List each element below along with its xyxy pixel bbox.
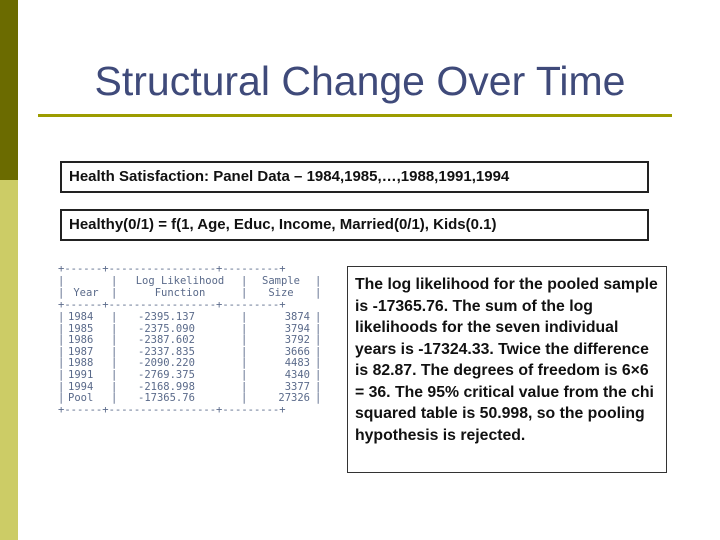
table-divider: |	[315, 334, 322, 347]
header-log-likelihood: Log Likelihood	[135, 275, 225, 287]
cell-year: 1985	[68, 322, 94, 335]
table-divider: |	[58, 357, 65, 370]
table-divider: |	[111, 380, 118, 393]
table-divider: |	[241, 392, 248, 405]
cell-sample-size: 3792	[284, 334, 310, 347]
table-divider: |	[111, 357, 118, 370]
explanation-text: The log likelihood for the pooled sample is -17365.76. The sum of the log likelihoods for the seven individual years is -17324.33. Twice the difference is 82.87. The degrees of freedom is 6×6 = 36. The 95% critical value from the chi squared table is 50.998, so the pooling hypothesis is rejected.	[347, 266, 667, 473]
table-header-row-2: | Year | Function | Size |	[58, 287, 322, 299]
cell-log-likelihood: -2090.220	[138, 357, 195, 370]
header-sample: Sample	[262, 275, 300, 287]
header-function: Function	[154, 287, 206, 299]
table-divider: |	[241, 311, 248, 323]
decor-bar-light	[0, 180, 18, 540]
table-divider: |	[315, 322, 322, 335]
table-border-top: +------+-----------------+---------+	[58, 263, 286, 275]
log-likelihood-table	[58, 264, 324, 456]
table-divider: |	[315, 392, 322, 405]
table-divider: |	[58, 392, 65, 405]
cell-log-likelihood: -2387.602	[138, 334, 195, 347]
cell-log-likelihood: -2395.137	[138, 311, 195, 323]
cell-year: 1994	[68, 380, 94, 393]
table-divider: |	[241, 380, 248, 393]
table-border-mid: +------+-----------------+---------+	[58, 299, 286, 311]
table-divider: |	[111, 392, 118, 405]
table-divider: |	[58, 380, 65, 393]
table-border-bottom: +------+-----------------+---------+	[58, 403, 286, 416]
cell-sample-size: 3874	[284, 311, 310, 323]
table-divider: |	[58, 369, 65, 381]
table-divider: |	[58, 311, 65, 323]
header-size: Size	[268, 287, 294, 299]
table-divider: |	[315, 380, 322, 393]
table-divider: |	[58, 334, 65, 347]
table-divider: |	[241, 334, 248, 347]
decor-bar-dark	[0, 0, 18, 180]
slide-title: Structural Change Over Time	[94, 58, 626, 104]
header-year: Year	[73, 287, 99, 299]
cell-log-likelihood: -2337.835	[138, 345, 195, 358]
table-divider: |	[315, 311, 322, 323]
cell-year: Pool	[68, 392, 94, 405]
cell-year: 1986	[68, 334, 94, 347]
table-divider: |	[241, 322, 248, 335]
table-header-row-1: | Log Likelihood | Sample | |	[58, 275, 322, 287]
cell-log-likelihood: -2769.375	[138, 369, 195, 381]
cell-log-likelihood: -2375.090	[138, 322, 195, 335]
cell-year: 1987	[68, 345, 94, 358]
table-divider: |	[111, 345, 118, 358]
table-divider: |	[241, 345, 248, 358]
panel-data-description: Health Satisfaction: Panel Data – 1984,1985,…,1988,1991,1994	[60, 161, 649, 193]
table-divider: |	[111, 322, 118, 335]
table-divider: |	[241, 357, 248, 370]
table-divider: |	[241, 369, 248, 381]
table-divider: |	[58, 345, 65, 358]
cell-year: 1991	[68, 369, 94, 381]
cell-year: 1984	[68, 311, 94, 323]
cell-log-likelihood: -17365.76	[138, 392, 195, 405]
cell-sample-size: 3794	[284, 322, 310, 335]
cell-sample-size: 3377	[284, 380, 310, 393]
title-underline	[38, 114, 672, 117]
table-divider: |	[315, 357, 322, 370]
cell-sample-size: 27326	[278, 392, 310, 405]
model-specification: Healthy(0/1) = f(1, Age, Educ, Income, Married(0/1), Kids(0.1)	[60, 209, 649, 241]
table-divider: |	[111, 369, 118, 381]
cell-sample-size: 4483	[284, 357, 310, 370]
cell-sample-size: 3666	[284, 345, 310, 358]
table-divider: |	[315, 345, 322, 358]
table-divider: |	[315, 369, 322, 381]
table-divider: |	[58, 322, 65, 335]
table-divider: |	[111, 311, 118, 323]
table-divider: |	[111, 334, 118, 347]
cell-sample-size: 4340	[284, 369, 310, 381]
cell-year: 1988	[68, 357, 94, 370]
cell-log-likelihood: -2168.998	[138, 380, 195, 393]
